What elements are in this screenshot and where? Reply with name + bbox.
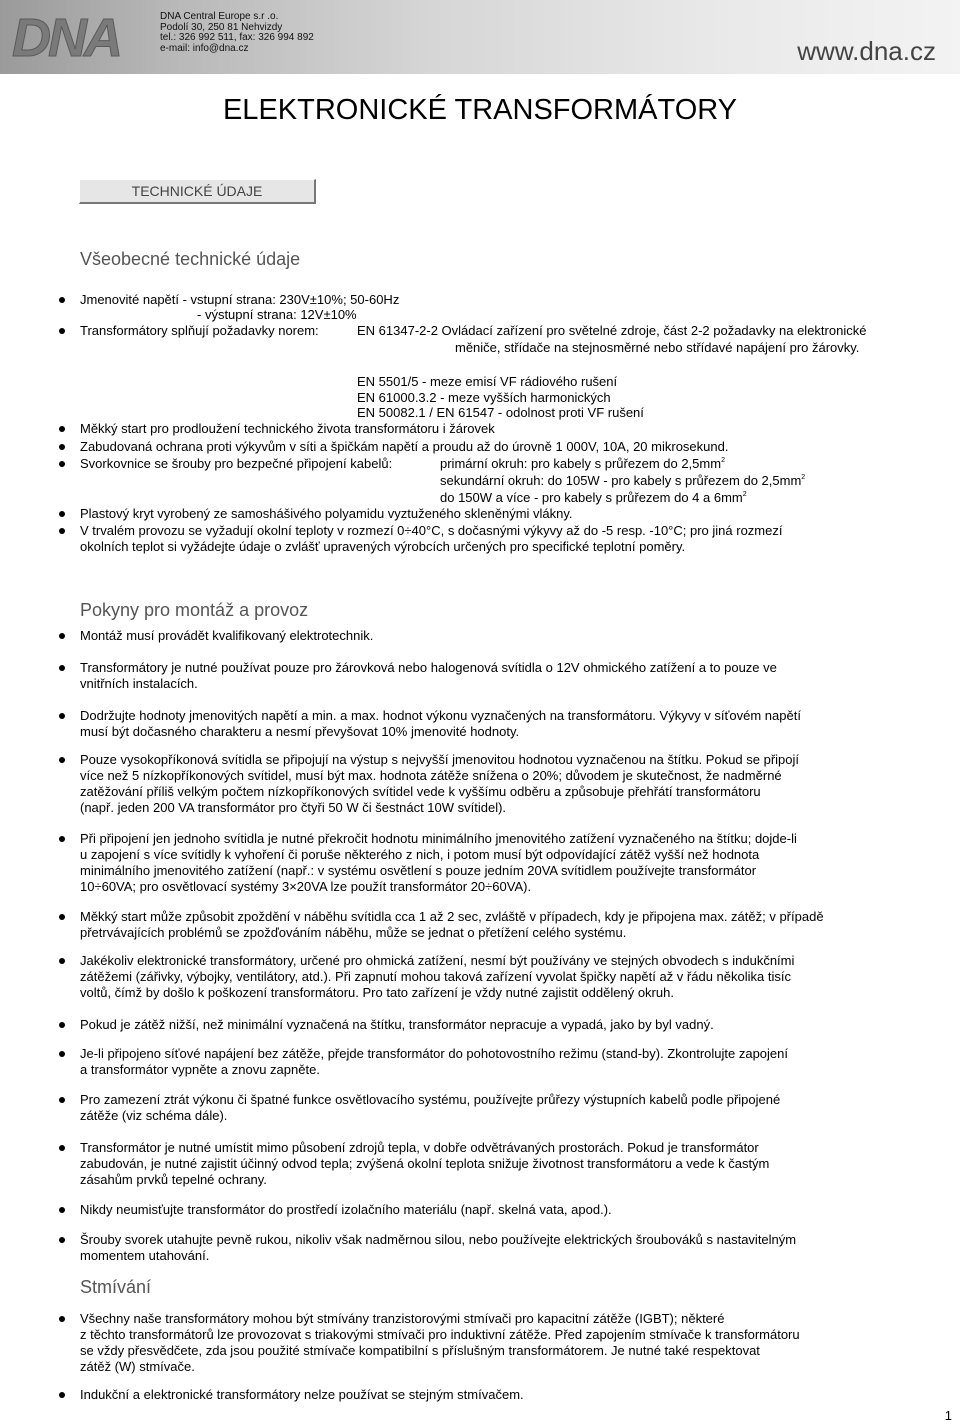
company-email: e-mail: info@dna.cz xyxy=(160,42,249,54)
bullet-icon xyxy=(59,757,65,763)
text-line: přetrvávajících problémů se zpožďováním náběhu, může se jednat o přetížení celého systému. xyxy=(80,925,627,940)
company-name: DNA Central Europe s.r .o. xyxy=(160,11,279,22)
text-line: zatěžování příliš velkým počtem nízkopříkonových svítidel vede k vyššímu odběru a způsobuje přehřátí transformátoru xyxy=(80,784,761,799)
bullet-icon xyxy=(59,1237,65,1243)
dna-logo xyxy=(10,8,150,63)
text-line: musí být dočasného charakteru a nesmí převyšovat 10% jmenovité hodnoty. xyxy=(80,724,520,739)
text-line: z těchto transformátorů lze provozovat s triakovými stmívači pro induktivní zátěže. Před zapojením stmívače k transformátoru xyxy=(80,1327,800,1342)
text-line: Měkký start může způsobit zpoždění v náběhu svítidla cca 1 až 2 sec, zvláště v případech, kdy je připojena max. zátěž; v případě xyxy=(80,909,824,924)
bullet-icon xyxy=(59,511,65,517)
text-line: 10÷60VA; pro osvětlovací systémy 3×20VA lze použít transformátor 20÷60VA). xyxy=(80,879,532,894)
text-line: minimálního jmenovitého zatížení (např.: v systému osvětlení s pouze jedním 20VA svítidlem používejte transformátor xyxy=(80,863,757,878)
bullet-icon xyxy=(59,633,65,639)
bullet-icon xyxy=(59,914,65,920)
text-line: V trvalém provozu se vyžadují okolní teploty v rozmezí 0÷40°C, s dočasnými výkyvy až do -5 resp. -10°C; pro jiná rozmezí xyxy=(80,523,783,538)
text-line: Všechny naše transformátory mohou být stmívány tranzistorovými stmívači pro kapacitní zátěže (IGBT); některé xyxy=(80,1311,725,1326)
bullet-icon xyxy=(59,297,65,303)
text-line: Indukční a elektronické transformátory nelze používat se stejným stmívačem. xyxy=(80,1387,524,1402)
text-line: EN 5501/5 - meze emisí VF rádiového rušení xyxy=(357,374,618,389)
bullet-icon xyxy=(59,328,65,334)
text-line: Jmenovité napětí - vstupní strana: 230V±10%; 50-60Hz xyxy=(80,292,400,307)
text-line: měniče, střídače na stejnosměrné nebo střídavé napájení pro žárovky. xyxy=(455,340,860,355)
bullet-icon xyxy=(59,444,65,450)
page-title: ELEKTRONICKÉ TRANSFORMÁTORY xyxy=(222,94,738,126)
bullet-icon xyxy=(59,1097,65,1103)
section-heading-installation: Pokyny pro montáž a provoz xyxy=(80,600,309,620)
text-line: Při připojení jen jednoho svítidla je nutné překročit hodnotu minimálního jmenovitého zatížení vyznačeného na štítku; dojde-li xyxy=(80,831,797,846)
text-line: Zabudovaná ochrana proti výkyvům v síti a špičkám napětí a proudu až do úrovně 1 000V, 10A, 20 mikrosekund. xyxy=(80,439,729,454)
text-line: Transformátory splňují požadavky norem: xyxy=(80,323,319,338)
superscript: 2 xyxy=(801,474,806,481)
text-line: zásahům prvků tepelné ochrany. xyxy=(80,1172,267,1187)
text-line: Měkký start pro prodloužení technického života transformátoru i žárovek xyxy=(80,421,495,436)
text-line: se vždy přesvědčete, zda jsou použité stmívače kompatibilní s příslušným transformátorem. Je nutné také respektovat xyxy=(80,1343,760,1358)
text-line: EN 50082.1 / EN 61547 - odolnost proti VF rušení xyxy=(357,405,644,420)
text-line: Transformátor je nutné umístit mimo působení zdrojů tepla, v dobře odvětrávaných prostorách. Pokud je transformátor xyxy=(80,1140,759,1155)
bullet-icon xyxy=(59,713,65,719)
text-line: Dodržujte hodnoty jmenovitých napětí a min. a max. hodnot výkonu vyznačených na transformátoru. Výkyvy v síťovém napětí xyxy=(80,708,801,723)
text-line: EN 61347-2-2 Ovládací zařízení pro světelné zdroje, část 2-2 požadavky na elektronické xyxy=(357,323,867,338)
text-line: EN 61000.3.2 - meze vyšších harmonických xyxy=(357,390,611,405)
text-line: zabudován, je nutné zajistit účinný odvod tepla; zvýšená okolní teplota snižuje životnost transformátoru a vede k častým xyxy=(80,1156,770,1171)
superscript: 2 xyxy=(742,491,747,498)
text-line: - výstupní strana: 12V±10% xyxy=(197,307,357,322)
bullet-icon xyxy=(59,528,65,534)
text-line: Transformátory je nutné používat pouze pro žárovková nebo halogenová svítidla o 12V ohmického zatížení a to pouze ve xyxy=(80,660,777,675)
text-line: zátěž (W) stmívače. xyxy=(80,1359,195,1374)
text-line: (např. jeden 200 VA transformátor pro čtyři 50 W či šestnáct 10W svítidel). xyxy=(80,800,507,815)
bullet-icon xyxy=(59,426,65,432)
text-line: více než 5 nízkopříkonových svítidel, musí být max. hodnota zátěže snížena o 20%; důvodem je skutečnost, že nadměrné xyxy=(80,768,782,783)
text-line: zátěže (viz schéma dále). xyxy=(80,1108,228,1123)
text-line: Nikdy neumisťujte transformátor do prostředí izolačního materiálu (např. skelná vata, apod.). xyxy=(80,1202,612,1217)
bullet-icon xyxy=(59,1145,65,1151)
company-address: Podolí 30, 250 81 Nehvizdy xyxy=(160,21,283,33)
text-line: u zapojení s více svítidly k vyhoření či poruše některého z nich, i potom musí být odpovídající zátěž vyšší než hodnota xyxy=(80,847,760,862)
bullet-icon xyxy=(59,1392,65,1398)
superscript: 2 xyxy=(721,457,725,464)
company-info xyxy=(160,12,314,54)
bullet-icon xyxy=(59,1022,65,1028)
page-number: 1 xyxy=(944,1408,952,1423)
section-heading-general: Všeobecné technické údaje xyxy=(80,249,301,269)
text-line: sekundární okruh: do 105W - pro kabely s průřezem do 2,5mm xyxy=(440,473,802,488)
text-line: okolních teplot si vyžádejte údaje o zvlášť upravených výrobcích určených pro specifické teplotní poměry. xyxy=(80,539,686,554)
text-line: Pro zamezení ztrát výkonu či špatné funkce osvětlovacího systému, používejte průřezy výstupních kabelů podle připojené xyxy=(80,1092,781,1107)
logo-text: DNA xyxy=(12,8,120,63)
text-line: do 150W a více - pro kabely s průřezem do 4 a 6mm xyxy=(440,490,743,505)
text-line: Svorkovnice se šrouby pro bezpečné připojení kabelů: xyxy=(80,456,393,471)
text-line: Montáž musí provádět kvalifikovaný elektrotechnik. xyxy=(80,628,374,643)
website-link[interactable]: www.dna.cz xyxy=(797,36,936,66)
bullet-icon xyxy=(59,1051,65,1057)
text-line: voltů, čímž by došlo k poškození transformátoru. Pro tato zařízení je vždy nutné zajistit oddělený okruh. xyxy=(80,985,674,1000)
text-line: zátěžemi (zářivky, výbojky, ventilátory, atd.). Při zapnutí mohou taková zařízení vyvolat špičky napětí až v řádu několika tisíc xyxy=(80,969,791,984)
bullet-icon xyxy=(59,1316,65,1322)
text-line: Plastový kryt vyrobený ze samoshášivého polyamidu vyztuženého skleněnými vlákny. xyxy=(80,506,573,521)
section-heading-dimming: Stmívání xyxy=(80,1277,152,1297)
bullet-icon xyxy=(59,461,65,467)
text-line: Šrouby svorek utahujte pevně rukou, nikoliv však nadměrnou silou, nebo používejte elektrických šroubováků s nastavitelným xyxy=(80,1232,797,1247)
text-line: momentem utahování. xyxy=(80,1248,210,1263)
text-line: Je-li připojeno síťové napájení bez zátěže, přejde transformátor do pohotovostního režimu (stand-by). Zkontrolujte zapojení xyxy=(80,1046,788,1061)
bullet-icon xyxy=(59,958,65,964)
bullet-icon xyxy=(59,665,65,671)
bullet-icon xyxy=(59,1207,65,1213)
company-phone: tel.: 326 992 511, fax: 326 994 892 xyxy=(160,32,314,43)
text-line: Pokud je zátěž nižší, než minimální vyznačená na štítku, transformátor nepracuje a vypadá, jako by byl vadný. xyxy=(80,1017,714,1032)
text-line: a transformátor vypněte a znovu zapněte. xyxy=(80,1062,320,1077)
text-line: Pouze vysokopříkonová svítidla se připojují na výstup s nejvyšší jmenovitou hodnotou vyznačenou na štítku. Pokud se připojí xyxy=(80,752,800,767)
technical-data-button[interactable]: TECHNICKÉ ÚDAJE xyxy=(79,179,316,204)
text-line: Jakékoliv elektronické transformátory, určené pro ohmická zatížení, nesmí být používány ve stejných obvodech s indukčními xyxy=(80,953,795,968)
text-line: primární okruh: pro kabely s průřezem do 2,5mm xyxy=(440,456,722,471)
bullet-icon xyxy=(59,836,65,842)
text-line: vnitřních instalacích. xyxy=(80,676,198,691)
